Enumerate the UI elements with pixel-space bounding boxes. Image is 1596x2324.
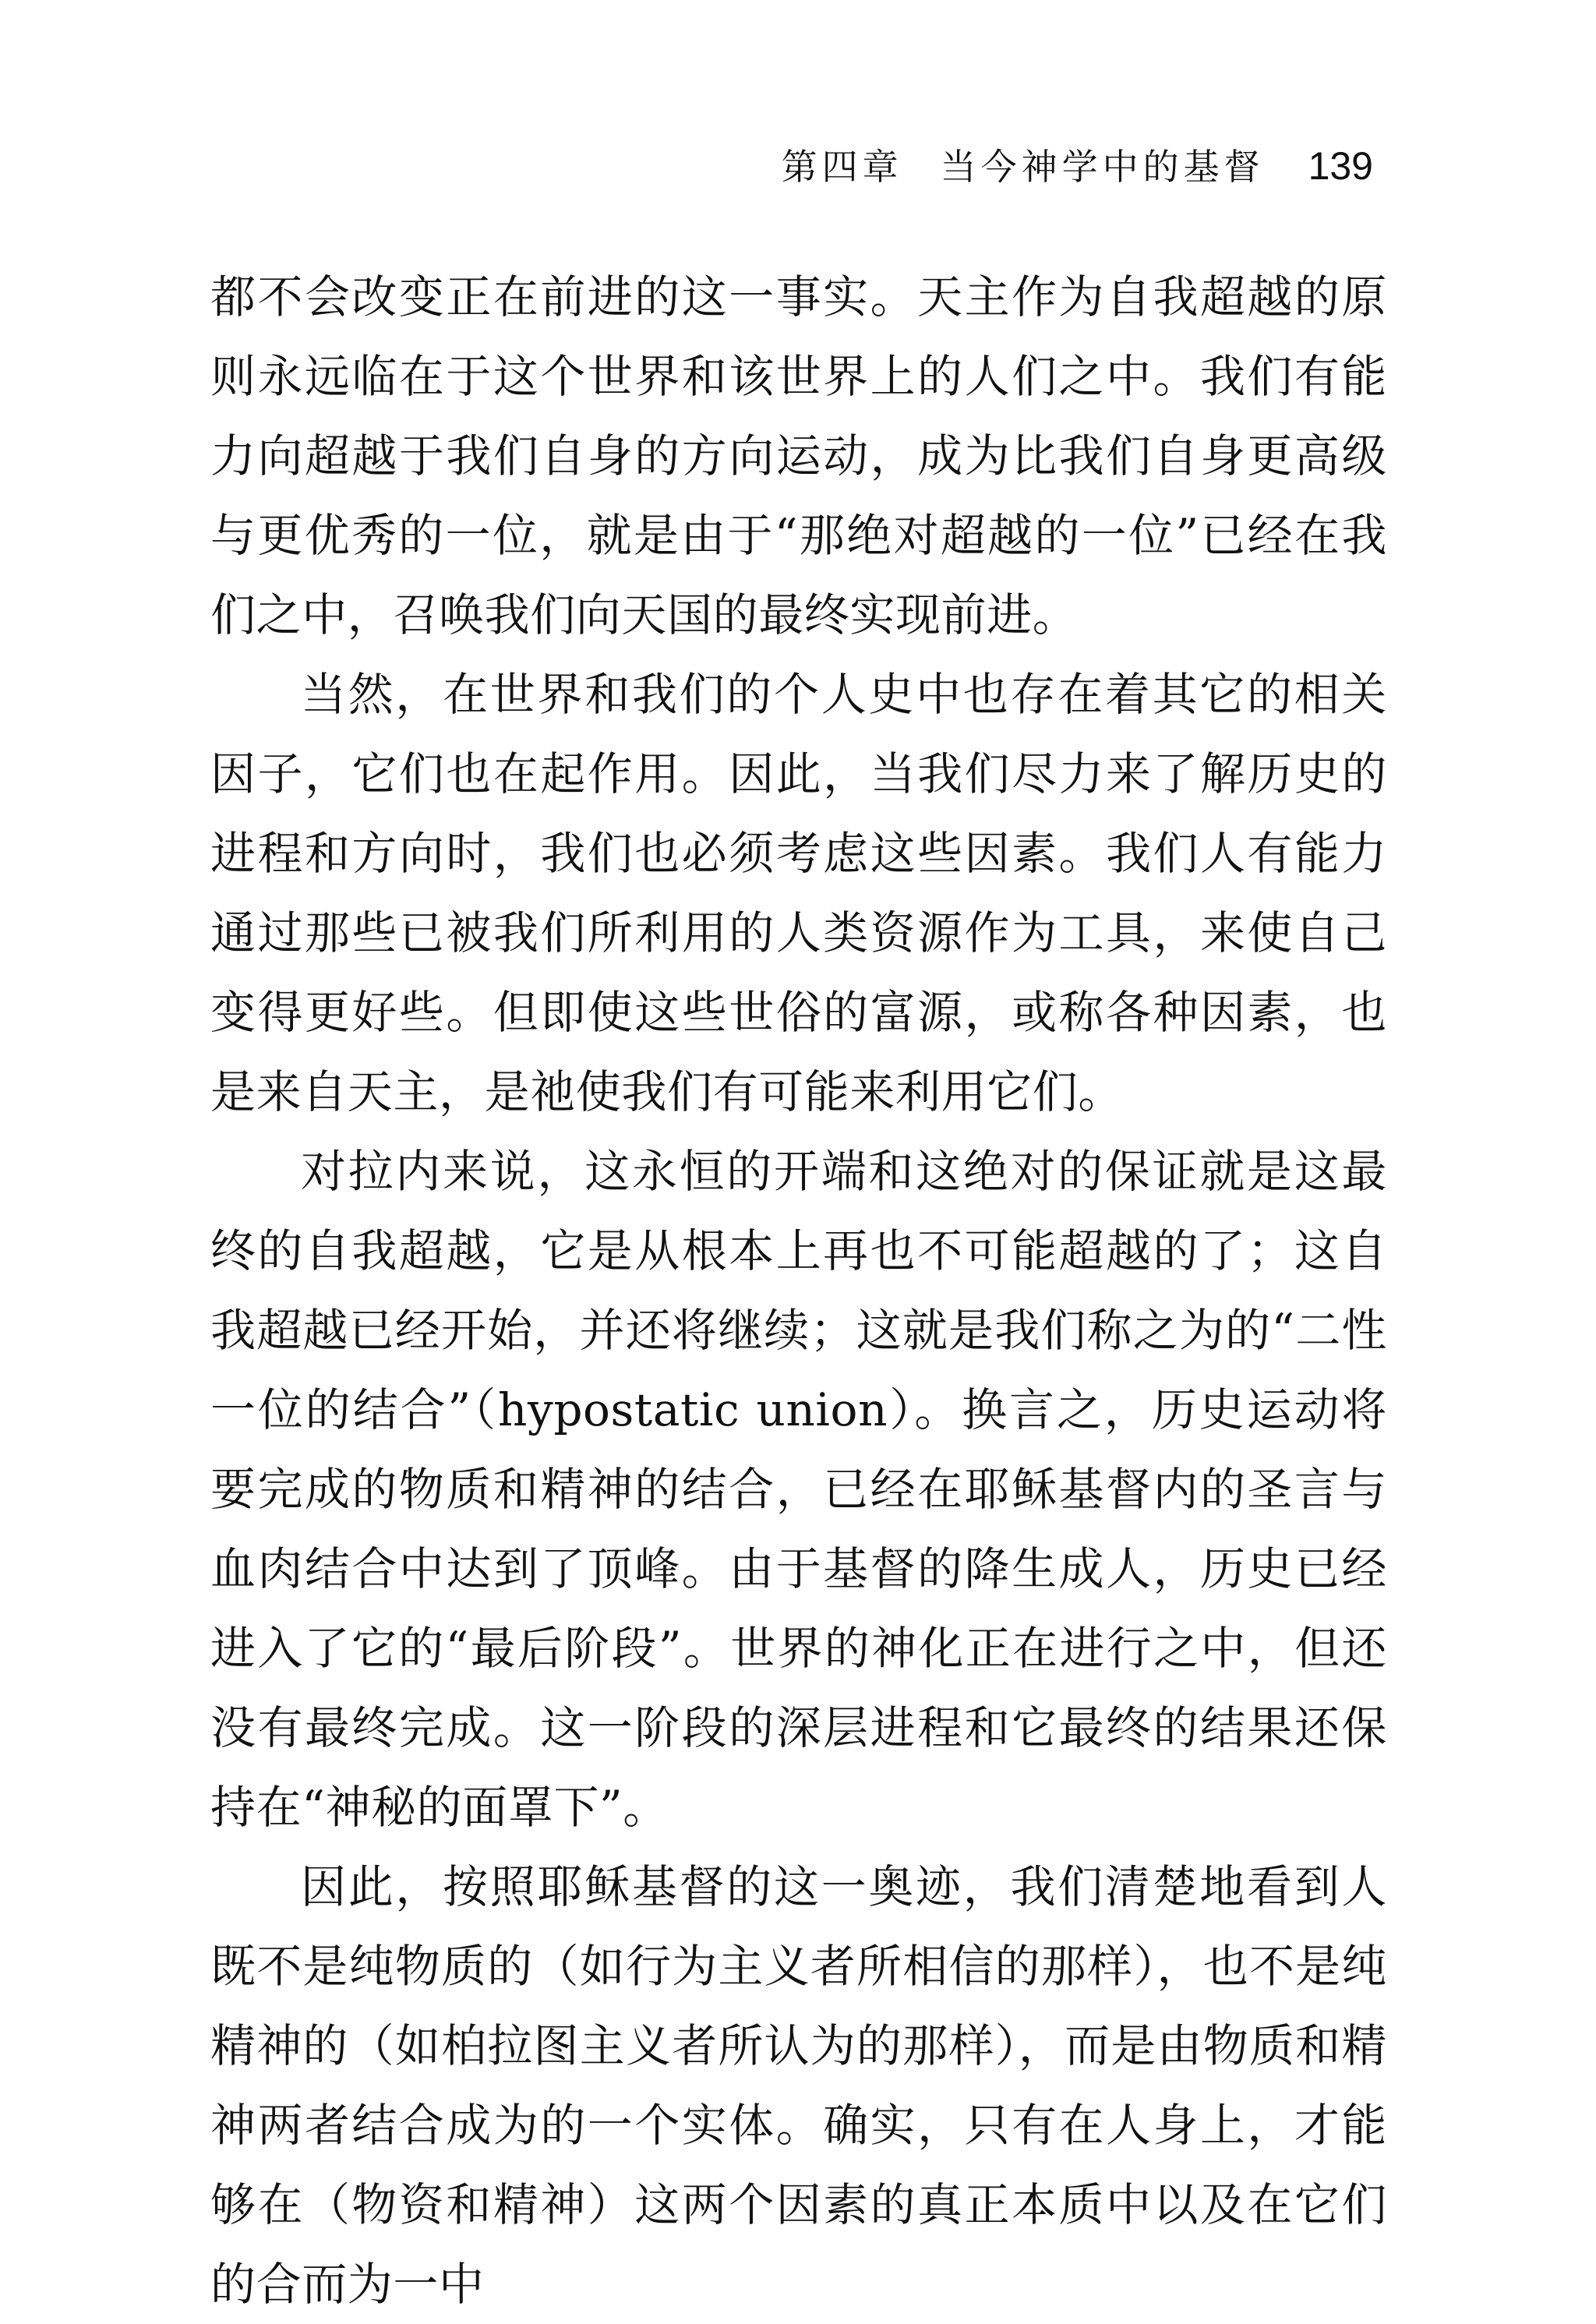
paragraph-4: 因此，按照耶稣基督的这一奥迹，我们清楚地看到人既不是纯物质的（如行为主义者所相信的那样），也不是纯精神的（如柏拉图主义者所认为的那样），而是由物质和精神两者结合成为的一个实体。确实，只有在人身上，才能够在（物资和精神）这两个因素的真正本质中以及在它们的合而为一中 [210,1860,1387,2311]
page-number: 139 [1308,144,1373,188]
body-text [210,257,1387,2324]
chapter-title: 当今神学中的基督 [940,146,1265,188]
paragraph-3: 对拉内来说，这永恒的开端和这绝对的保证就是这最终的自我超越，它是从根本上再也不可能超越的了；这自我超越已经开始，并还将继续；这就是我们称之为的“二性一位的结合”（hypostatic union）。换言之，历史运动将要完成的物质和精神的结合，已经在耶稣基督内的圣言与血肉结合中达到了顶峰。由于基督的降生成人，历史已经进入了它的“最后阶段”。世界的神化正在进行之中，但还没有最终完成。这一阶段的深层进程和它最终的结果还保持在“神秘的面罩下”。 [210,1145,1387,1834]
chapter-label: 第四章 [781,146,903,188]
running-header [782,139,1373,190]
paragraph-2: 当然，在世界和我们的个人史中也存在着其它的相关因子，它们也在起作用。因此，当我们尽力来了解历史的进程和方向时，我们也必须考虑这些因素。我们人有能力通过那些已被我们所利用的人类资源作为工具，来使自己变得更好些。但即使这些世俗的富源，或称各种因素，也是来自天主，是祂使我们有可能来利用它们。 [210,668,1387,1118]
paragraph-1: 都不会改变正在前进的这一事实。天主作为自我超越的原则永远临在于这个世界和该世界上的人们之中。我们有能力向超越于我们自身的方向运动，成为比我们自身更高级与更优秀的一位，就是由于“那绝对超越的一位”已经在我们之中，召唤我们向天国的最终实现前进。 [210,270,1387,641]
